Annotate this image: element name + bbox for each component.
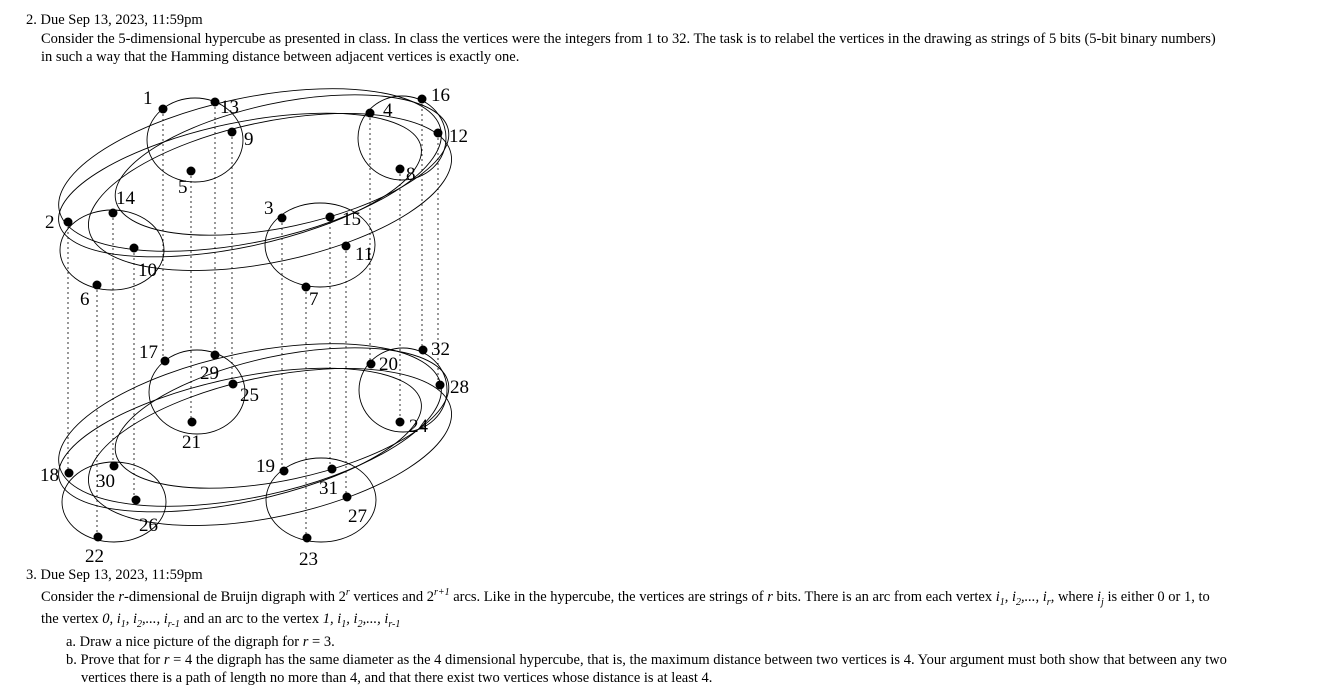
vertex-label: 31 xyxy=(319,478,338,499)
vertex-dot xyxy=(64,218,73,227)
vertices xyxy=(64,95,445,543)
problem-3-line-1: Consider the r-dimensional de Bruijn digraph with 2$^r$ vertices and $2^{r+1}$ arcs. Like in the hypercube, the vertices are strings of r bits. There is an arc from each vertex $i_1$, $i_2$,..., $i_r$, where $i_j$ is either 0 or 1, to xyxy=(41,587,1210,608)
vertex-dot xyxy=(396,165,405,174)
vertex-dot xyxy=(342,242,351,251)
vertex-dot xyxy=(228,128,237,137)
vertex-label: 22 xyxy=(85,546,104,567)
edge-curve xyxy=(44,314,455,536)
vertex-dot xyxy=(278,214,287,223)
vertex-label: 23 xyxy=(299,549,318,570)
problem-2-line-1: Consider the 5-dimensional hypercube as presented in class. In class the vertices were the integers from 1 to 32. The task is to relabel the vertices in the drawing as strings of 5 bits (5-bit binary numbers) xyxy=(41,31,1216,47)
vertex-label: 25 xyxy=(240,385,259,406)
vertex-dot xyxy=(187,167,196,176)
vertex-dot xyxy=(65,469,74,478)
vertex-dot xyxy=(161,357,170,366)
vertex-label: 13 xyxy=(220,97,239,118)
vertex-label: 9 xyxy=(244,129,254,150)
vertex-label: 10 xyxy=(138,260,157,281)
vertex-label: 11 xyxy=(355,244,374,265)
edge-curve xyxy=(46,86,434,284)
vertex-dot xyxy=(229,380,238,389)
vertex-dot xyxy=(211,351,220,360)
vertex-label: 12 xyxy=(449,126,468,147)
vertex-label: 2 xyxy=(45,212,55,233)
vertex-dot xyxy=(132,496,141,505)
vertex-dot xyxy=(159,105,168,114)
vertex-dot xyxy=(211,98,220,107)
vertex-label: 19 xyxy=(256,456,275,477)
vertex-dot xyxy=(110,462,119,471)
vertex-dot xyxy=(94,533,103,542)
vertex-label: 18 xyxy=(40,465,59,486)
vertex-dot xyxy=(280,467,289,476)
vertex-label: 15 xyxy=(342,209,361,230)
vertex-label: 6 xyxy=(80,289,90,310)
edge-curve xyxy=(46,341,434,539)
vertex-label: 21 xyxy=(182,432,201,453)
problem-3-item-b-line-2: vertices there is a path of length no more than 4, and that there exist two vertices whose distance is at least 4. xyxy=(81,670,713,686)
vertex-label: 28 xyxy=(450,377,469,398)
problem-3-line-2: the vertex 0, $i_1$, $i_2$,..., $i_{r-1}$ and an arc to the vertex 1, $i_1$, $i_2$,..., $i_{r-1}$ xyxy=(41,611,401,630)
problem-2-line-2: in such a way that the Hamming distance between adjacent vertices is exactly one. xyxy=(41,49,520,65)
vertex-label: 16 xyxy=(431,85,450,106)
vertex-label: 29 xyxy=(200,363,219,384)
vertex-dot xyxy=(419,346,428,355)
vertex-label: 30 xyxy=(96,471,115,492)
vertex-label: 4 xyxy=(383,100,393,121)
vertex-dot xyxy=(303,534,312,543)
vertex-dot xyxy=(328,465,337,474)
problem-3-header: 3. Due Sep 13, 2023, 11:59pm xyxy=(26,567,203,583)
vertex-label: 3 xyxy=(264,198,274,219)
vertex-label: 7 xyxy=(309,289,319,310)
vertex-dot xyxy=(434,129,443,138)
vertex-label: 1 xyxy=(143,88,153,109)
vertex-label: 32 xyxy=(431,339,450,360)
edge-curve xyxy=(44,59,455,281)
vertex-label: 24 xyxy=(409,416,428,437)
vertex-dot xyxy=(130,244,139,253)
vertex-dot xyxy=(367,360,376,369)
vertex-dot xyxy=(343,493,352,502)
vertex-label: 20 xyxy=(379,354,398,375)
vertex-label: 14 xyxy=(116,188,135,209)
vertex-dot xyxy=(326,213,335,222)
vertex-dot xyxy=(93,281,102,290)
problem-3-item-a: a. Draw a nice picture of the digraph for r = 3. xyxy=(66,634,335,650)
vertex-label: 17 xyxy=(139,342,158,363)
problem-3-item-b-line-1: b. Prove that for r = 4 the digraph has the same diameter as the 4 dimensional hypercube, that is, the maximum distance between two vertices is 4. Your argument must both show that between any two xyxy=(66,652,1227,668)
vertex-dot xyxy=(396,418,405,427)
vertex-label: 8 xyxy=(406,164,416,185)
vertex-dot xyxy=(418,95,427,104)
vertex-label: 27 xyxy=(348,506,367,527)
vertex-label: 5 xyxy=(178,177,188,198)
vertex-dot xyxy=(188,418,197,427)
vertical-guides xyxy=(68,99,438,538)
vertex-dot xyxy=(366,109,375,118)
problem-2-header: 2. Due Sep 13, 2023, 11:59pm xyxy=(26,12,203,28)
vertex-dot xyxy=(436,381,445,390)
vertex-dot xyxy=(109,209,118,218)
vertex-label: 26 xyxy=(139,515,158,536)
